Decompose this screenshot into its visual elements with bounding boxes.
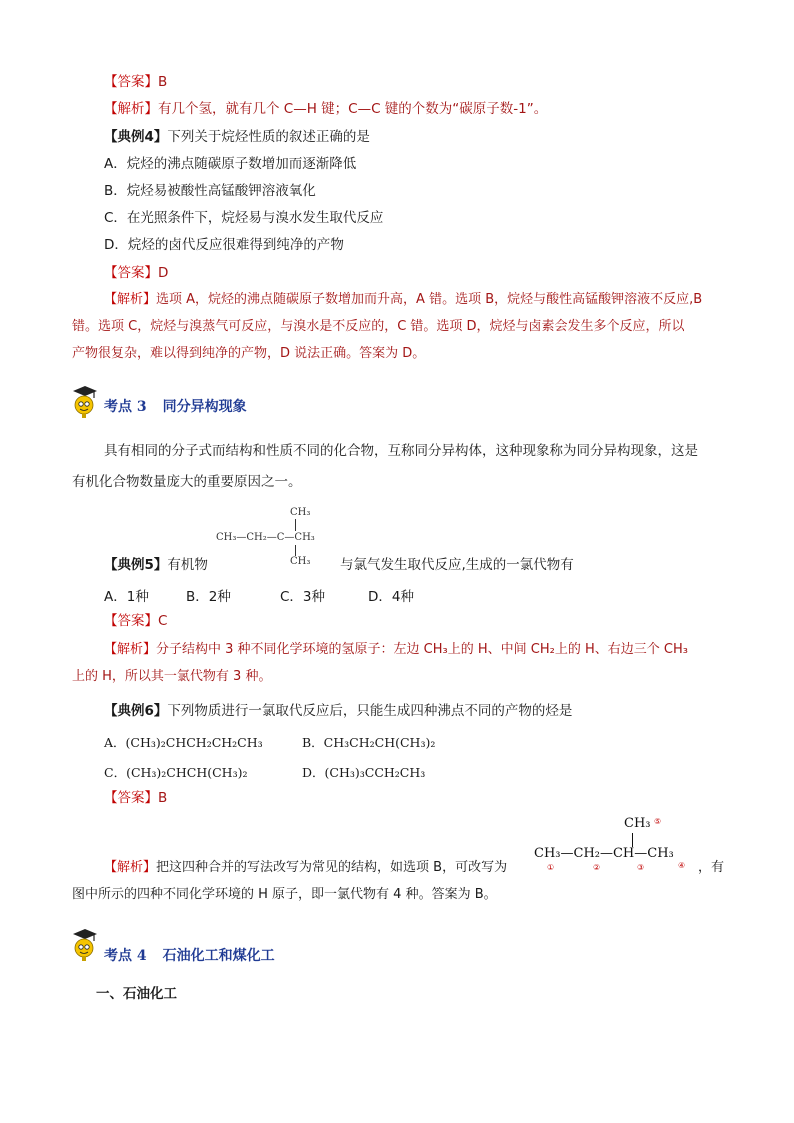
- analysis-line-1: [104, 100, 547, 118]
- example-6-option-d: D．(CH₃)₃CCH₂CH₃: [302, 765, 426, 780]
- example-6-analysis-2: 图中所示的四种不同化学环境的 H 原子，即一氯代物有 4 种。答案为 B。: [72, 887, 497, 902]
- struct-bond-down: [295, 545, 296, 556]
- key-point-3-header: [70, 385, 370, 417]
- example-6-tag: 【典例6】: [104, 703, 168, 719]
- answer-value: B: [158, 74, 168, 90]
- key-point-4-title: [104, 945, 275, 965]
- struct6-circle-3: ③: [637, 863, 645, 872]
- example-4-option-c: C．在光照条件下，烷烃易与溴水发生取代反应: [104, 210, 384, 226]
- example-5-option-c: C．3种: [280, 589, 326, 605]
- key-point-3-name: 同分异构现象: [162, 399, 247, 415]
- struct-bond-up: [295, 519, 296, 531]
- answer-value: D: [158, 265, 169, 281]
- struct6-main-chain: CH₃—CH₂—CH—CH₃: [534, 846, 674, 861]
- example-5-tag: 【典例5】: [104, 557, 168, 573]
- answer-tag: 【答案】: [104, 74, 158, 90]
- example-5-analysis-1: [104, 641, 688, 659]
- example-5-option-a: A．1种: [104, 589, 149, 605]
- example-6-analysis-1: [104, 859, 507, 877]
- analysis-text: 选项 A，烷烃的沸点随碳原子数增加而升高，A 错。选项 B，烷烃与酸性高锰酸钾溶液不反应,B: [156, 292, 703, 307]
- example-4-option-b: B．烷烃易被酸性高锰酸钾溶液氧化: [104, 183, 316, 199]
- key-point-4-name: 石油化工和煤化工: [162, 948, 275, 964]
- answer-tag: 【答案】: [104, 265, 158, 281]
- scholar-icon: [70, 928, 98, 962]
- example-6-analysis-after: ，有: [698, 860, 725, 875]
- analysis-tag: 【解析】: [104, 101, 158, 117]
- struct6-circle-1: ①: [547, 863, 555, 872]
- example-4-tag: 【典例4】: [104, 129, 168, 145]
- struct6-top-ch3: CH₃: [624, 816, 651, 831]
- example-6-text: 下列物质进行一氯取代反应后，只能生成四种沸点不同的产物的烃是: [167, 703, 573, 719]
- answer-value: B: [158, 790, 168, 806]
- answer-tag: 【答案】: [104, 790, 158, 806]
- key-point-4-header: [70, 928, 370, 964]
- answer-line-1: [104, 73, 167, 91]
- example-6-option-c: C．(CH₃)₂CHCH(CH₃)₂: [104, 765, 248, 780]
- example-5-question: [104, 556, 208, 574]
- example-5-text-before: 有机物: [167, 557, 208, 573]
- example-6-answer: [104, 789, 167, 807]
- analysis-text: 把这四种合并的写法改写为常见的结构，如选项 B，可改写为: [156, 860, 508, 875]
- example-5-analysis-2: 上的 H，所以其一氯代物有 3 种。: [72, 669, 272, 684]
- subsection-heading: 一、石油化工: [96, 986, 177, 1002]
- example-6-option-b: B．CH₃CH₂CH(CH₃)₂: [302, 735, 436, 750]
- key-point-4-label: 考点 4: [104, 948, 147, 964]
- example-5-answer: [104, 612, 167, 630]
- example-4-question: [104, 128, 370, 146]
- example-4-option-d: D．烷烃的卤代反应很难得到纯净的产物: [104, 237, 344, 253]
- example-5-option-b: B．2种: [186, 589, 231, 605]
- example-5-text-after: 与氯气发生取代反应,生成的一氯代物有: [340, 557, 574, 573]
- struct6-circle-5: ⑤: [654, 817, 662, 826]
- answer-tag: 【答案】: [104, 613, 158, 629]
- analysis-tag: 【解析】: [104, 642, 157, 657]
- example-5-option-d: D．4种: [368, 589, 414, 605]
- struct-top-ch3: CH₃: [290, 507, 311, 518]
- analysis-tag: 【解析】: [104, 860, 157, 875]
- struct-bottom-ch3: CH₃: [290, 556, 311, 567]
- example-4-answer: [104, 264, 168, 282]
- key-point-3-body-1: 具有相同的分子式而结构和性质不同的化合物，互称同分异构体，这种现象称为同分异构现象，这是: [104, 443, 698, 459]
- example-4-text: 下列关于烷烃性质的叙述正确的是: [167, 129, 370, 145]
- example-6-question: [104, 702, 572, 720]
- example-6-option-a: A．(CH₃)₂CHCH₂CH₂CH₃: [104, 735, 263, 750]
- struct6-circle-4: ④: [678, 861, 686, 870]
- key-point-3-title: [104, 396, 247, 416]
- example-4-analysis-3: 产物很复杂，难以得到纯净的产物，D 说法正确。答案为 D。: [72, 346, 426, 361]
- example-4-option-a: A．烷烃的沸点随碳原子数增加而逐渐降低: [104, 156, 357, 172]
- key-point-3-body-2: 有机化合物数量庞大的重要原因之一。: [72, 474, 302, 490]
- scholar-icon: [70, 385, 98, 419]
- struct-main-chain: CH₃—CH₂—C—CH₃: [216, 532, 315, 543]
- example-4-analysis-1: [104, 291, 702, 309]
- analysis-text: 有几个氢，就有几个 C—H 键；C—C 键的个数为“碳原子数-1”。: [158, 101, 548, 117]
- answer-value: C: [158, 613, 168, 629]
- analysis-tag: 【解析】: [104, 292, 157, 307]
- example-4-analysis-2: 错。选项 C，烷烃与溴蒸气可反应，与溴水是不反应的，C 错。选项 D，烷烃与卤素会发生多个反应，所以: [72, 319, 685, 334]
- analysis-text: 分子结构中 3 种不同化学环境的氢原子：左边 CH₃上的 H、中间 CH₂上的 H、右边三个 CH₃: [156, 642, 688, 657]
- struct6-circle-2: ②: [593, 863, 601, 872]
- key-point-3-label: 考点 3: [104, 399, 147, 415]
- struct6-bond: [632, 833, 633, 847]
